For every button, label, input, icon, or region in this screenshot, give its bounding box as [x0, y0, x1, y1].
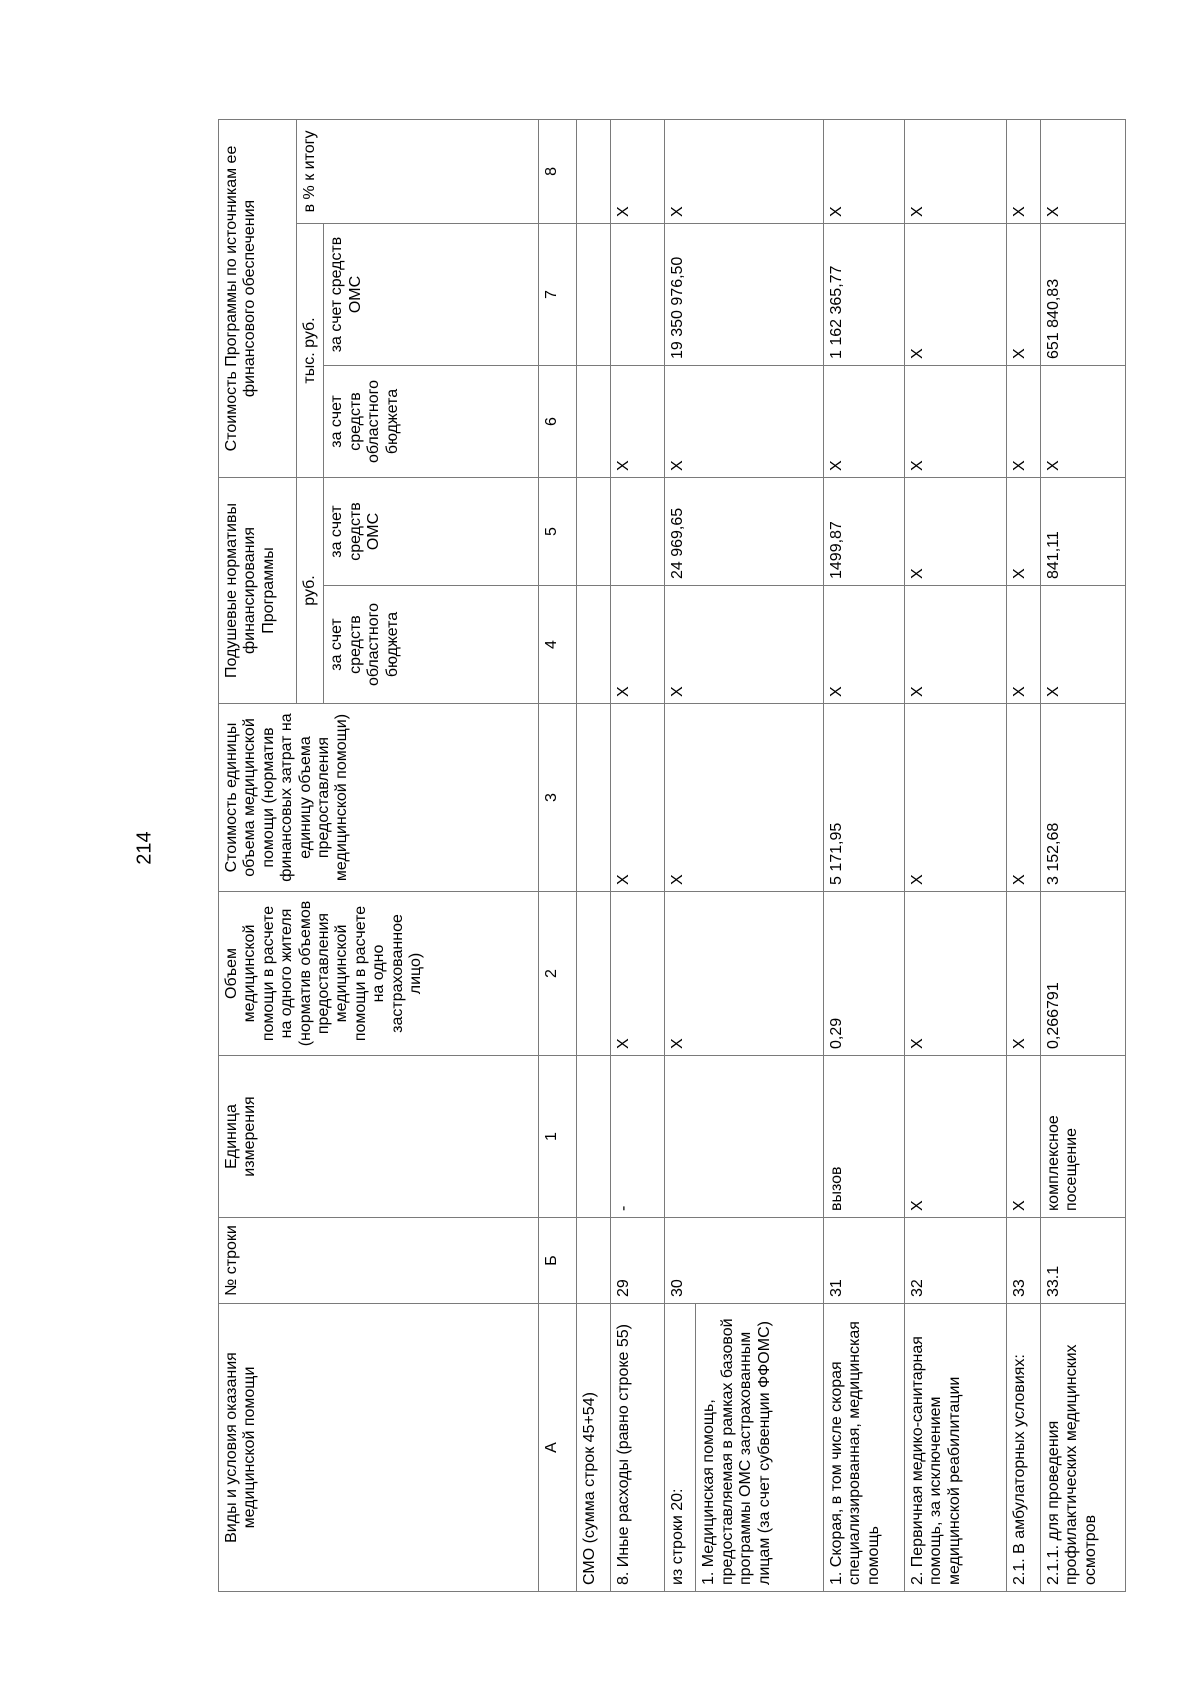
cell-percent: Х	[664, 119, 823, 223]
row-label: 2.1.1. для проведения профилактических медицинских осмотров	[1040, 1304, 1125, 1592]
cell-volume: Х	[904, 892, 1006, 1056]
cell-volume: Х	[611, 892, 664, 1056]
row-label: 8. Иные расходы (равно строке 55)	[611, 1304, 664, 1592]
header-group-norm-unit: руб.	[297, 477, 324, 703]
cell-unit-cost	[577, 704, 611, 892]
cell-percent: Х	[904, 119, 1006, 223]
table-row	[904, 119, 1006, 1591]
index-cell: А	[539, 1304, 577, 1592]
index-row	[539, 119, 577, 1591]
cell-norm-budget: Х	[1040, 586, 1125, 704]
index-cell: 7	[539, 223, 577, 365]
header-col-4: за счет средств областного бюджета	[324, 586, 539, 704]
row-label: из строки 20:	[664, 1304, 696, 1592]
index-cell: 2	[539, 892, 577, 1056]
cell-unit: Х	[1006, 1056, 1040, 1218]
cell-norm-budget: Х	[824, 586, 905, 704]
header-col-1: Единица измерения	[219, 1056, 539, 1218]
cell-cost-oms: Х	[1006, 223, 1040, 365]
cell-cost-oms: Х	[904, 223, 1006, 365]
cell-cost-budget	[577, 365, 611, 477]
cell-percent	[577, 119, 611, 223]
cell-volume: 0,29	[824, 892, 905, 1056]
cell-norm-oms: Х	[904, 477, 1006, 585]
cell-norm-oms	[577, 477, 611, 585]
row-number: 29	[611, 1218, 664, 1304]
cell-unit-cost: Х	[1006, 704, 1040, 892]
header-group-cost-unit: тыс. руб.	[297, 223, 324, 477]
table-row	[824, 119, 905, 1591]
cell-cost-budget: Х	[824, 365, 905, 477]
cell-unit: Х	[904, 1056, 1006, 1218]
cell-cost-budget: Х	[611, 365, 664, 477]
cell-unit: комплексное посещение	[1040, 1056, 1125, 1218]
cell-percent: Х	[1040, 119, 1125, 223]
cell-norm-oms	[611, 477, 664, 585]
cell-volume	[577, 892, 611, 1056]
cell-norm-oms: Х	[1006, 477, 1040, 585]
cell-cost-budget: Х	[1040, 365, 1125, 477]
header-col-2: Объем медицинской помощи в расчете на одного жителя (норматив объемов предоставления медицинской помощи в расчете на одно застрахованное лицо)	[219, 892, 539, 1056]
index-cell: 1	[539, 1056, 577, 1218]
table-row	[1040, 119, 1125, 1591]
cell-unit: вызов	[824, 1056, 905, 1218]
cell-norm-budget: Х	[611, 586, 664, 704]
cell-norm-budget: Х	[664, 586, 823, 704]
header-col-7: за счет средств ОМС	[324, 223, 539, 365]
cell-cost-oms	[577, 223, 611, 365]
table-row	[664, 119, 696, 1591]
index-cell: 4	[539, 586, 577, 704]
cell-unit-cost: 3 152,68	[1040, 704, 1125, 892]
rotated-table-wrapper	[218, 120, 1126, 1592]
header-col-3: Стоимость единицы объема медицинской помощи (норматив финансовых затрат на единицу объема предоставления медицинской помощи)	[219, 704, 539, 892]
cell-norm-oms: 841,11	[1040, 477, 1125, 585]
cell-unit: -	[611, 1056, 664, 1218]
cell-percent: Х	[611, 119, 664, 223]
cell-cost-budget: Х	[1006, 365, 1040, 477]
index-cell: 5	[539, 477, 577, 585]
row-label: 1. Скорая, в том числе скорая специализированная, медицинская помощь	[824, 1304, 905, 1592]
table-row	[611, 119, 664, 1591]
cell-percent: Х	[1006, 119, 1040, 223]
row-label: СМО (сумма строк 45+54)	[577, 1304, 611, 1592]
header-col-6: за счет средств областного бюджета	[324, 365, 539, 477]
header-col-a: Виды и условия оказания медицинской помощи	[219, 1304, 539, 1592]
cell-volume: 0,266791	[1040, 892, 1125, 1056]
table-row	[1006, 119, 1040, 1591]
cell-volume: Х	[1006, 892, 1040, 1056]
row-label: 1. Медицинская помощь, предоставляемая в рамках базовой программы ОМС застрахованным лицам (за счет субвенции ФФОМС)	[696, 1304, 824, 1592]
cell-unit-cost: Х	[611, 704, 664, 892]
cell-norm-budget	[577, 586, 611, 704]
row-number: 33	[1006, 1218, 1040, 1304]
header-col-b: № строки	[219, 1218, 539, 1304]
row-number	[577, 1218, 611, 1304]
cell-norm-oms: 1499,87	[824, 477, 905, 585]
index-cell: 8	[539, 119, 577, 223]
header-col-5: за счет средств ОМС	[324, 477, 539, 585]
index-cell: Б	[539, 1218, 577, 1304]
financing-table	[218, 119, 1126, 1592]
row-number: 31	[824, 1218, 905, 1304]
cell-cost-oms: 651 840,83	[1040, 223, 1125, 365]
cell-unit-cost: Х	[664, 704, 823, 892]
cell-unit-cost: Х	[904, 704, 1006, 892]
cell-unit	[664, 1056, 823, 1218]
header-group-norm: Подушевые нормативы финансирования Программы	[219, 477, 297, 703]
row-label: 2. Первичная медико-санитарная помощь, за исключением медицинской реабилитации	[904, 1304, 1006, 1592]
cell-norm-budget: Х	[904, 586, 1006, 704]
cell-norm-oms: 24 969,65	[664, 477, 823, 585]
header-group-cost: Стоимость Программы по источникам ее финансового обеспечения	[219, 119, 297, 477]
row-number: 32	[904, 1218, 1006, 1304]
cell-cost-oms: 1 162 365,77	[824, 223, 905, 365]
cell-cost-budget: Х	[664, 365, 823, 477]
cell-cost-budget: Х	[904, 365, 1006, 477]
row-number: 30	[664, 1218, 823, 1304]
cell-unit-cost: 5 171,95	[824, 704, 905, 892]
header-col-8: в % к итогу	[297, 119, 539, 223]
cell-norm-budget: Х	[1006, 586, 1040, 704]
page-number: 214	[133, 831, 156, 865]
index-cell: 3	[539, 704, 577, 892]
cell-cost-oms: 19 350 976,50	[664, 223, 823, 365]
cell-percent: Х	[824, 119, 905, 223]
row-number: 33.1	[1040, 1218, 1125, 1304]
table-row	[577, 119, 611, 1591]
cell-cost-oms	[611, 223, 664, 365]
row-label: 2.1. В амбулаторных условиях:	[1006, 1304, 1040, 1592]
index-cell: 6	[539, 365, 577, 477]
cell-unit	[577, 1056, 611, 1218]
cell-volume: Х	[664, 892, 823, 1056]
